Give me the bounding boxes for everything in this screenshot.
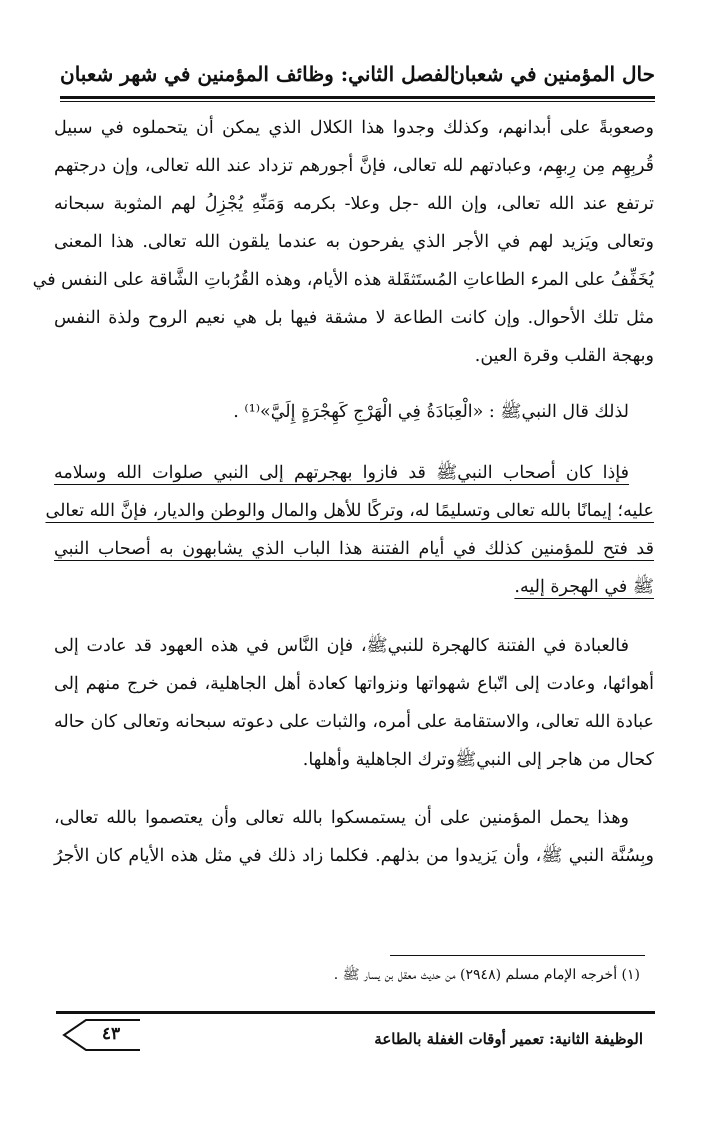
page-number: ٤٣	[101, 1024, 121, 1044]
text-line: وهذا يحمل المؤمنين على أن يستمسكوا بالله تعالى وأن يعتصموا بالله تعالى،	[54, 808, 629, 828]
text-line: قد فتح للمؤمنين كذلك في أيام الفتنة هذا الباب الذي يشابهون به أصحاب النبي	[54, 539, 654, 559]
text-line: ﷺ في الهجرة إليه.	[514, 577, 654, 597]
text-line: وصعوبةً على أبدانهم، وكذلك وجدوا هذا الكلال الذي يمكن أن يتحملوه في سبيل	[54, 118, 654, 138]
text-line: قُربِهِم مِن رِبهِم، وعبادتهم لله تعالى، فإنَّ أجورهم تزداد عند الله تعالى، وإن درجتهم	[54, 156, 654, 176]
header-rule-thick	[60, 96, 655, 99]
text-line: فإذا كان أصحاب النبيﷺ قد فازوا بهجرتهم إلى النبي صلوات الله وسلامه	[54, 463, 629, 483]
chapter-title: الفصل الثاني: وظائف المؤمنين في شهر شعبان	[60, 62, 456, 86]
text-line: عبادة الله تعالى، والاستقامة على أمره، والثبات على دعوته سبحانه وتعالى كان حاله	[54, 712, 654, 732]
hadith-line: لذلك قال النبيﷺ : «الْعِبَادَةُ فِي الْهَرْجِ كَهِجْرَةٍ إِلَيَّ»⁽¹⁾ .	[233, 402, 629, 422]
running-header	[60, 58, 655, 92]
footer-rule	[56, 1011, 655, 1014]
header-rule-thin	[60, 101, 655, 102]
text-line: وتعالى ويَزيد لهم في الأجر الذي يفرحون به عندما يلقون الله تعالى. هذا المعنى	[54, 232, 654, 252]
text-line: أهوائها، وعادت إلى اتّباع شهواتها ونزواتها كعادة أهل الجاهلية، فمن خرج منهم إلى	[54, 674, 654, 694]
text-line: وبِسُنَّة النبي ﷺ، وأن يَزيدوا من بذلهم. فكلما زاد ذلك في مثل هذه الأيام كان الأجرُ	[54, 846, 654, 866]
text-line: كحال من هاجر إلى النبيﷺوترك الجاهلية وأهلها.	[302, 750, 654, 770]
text-line: وبهجة القلب وقرة العين.	[474, 346, 654, 366]
text-line: عليه؛ إيمانًا بالله تعالى وتسليمًا له، وتركًا للأهل والمال والوطن والديار، فإنَّ الله تعالى	[45, 501, 654, 521]
footer-section-title: الوظيفة الثانية: تعمير أوقات الغفلة بالطاعة	[374, 1030, 643, 1048]
text-line: يُخَفِّفُ على المرء الطاعاتِ المُستَثقَلة هذه الأيام، وهذه القُرُباتِ الشَّاقة على النفس في	[32, 270, 654, 290]
text-line: ترتفع عند الله تعالى، وإن الله -جل وعلا- بكرمه وَمَنِّهِ يُجْزِلُ لهم المثوبة سبحانه	[54, 194, 654, 214]
footnote-rule	[390, 955, 645, 956]
text-line: مثل تلك الأحوال. وإن كانت الطاعة لا مشقة فيها بل هي نعيم الروح ولذة النفس	[54, 308, 654, 328]
footnote: (١) أخرجه الإمام مسلم (٢٩٤٨) من حديث معقل بن يسار ﷺ .	[333, 967, 640, 983]
text-line: فالعبادة في الفتنة كالهجرة للنبيﷺ، فإن النَّاس في هذه العهود قد عادت إلى	[54, 636, 629, 656]
book-title: حال المؤمنين في شعبان	[450, 62, 655, 86]
